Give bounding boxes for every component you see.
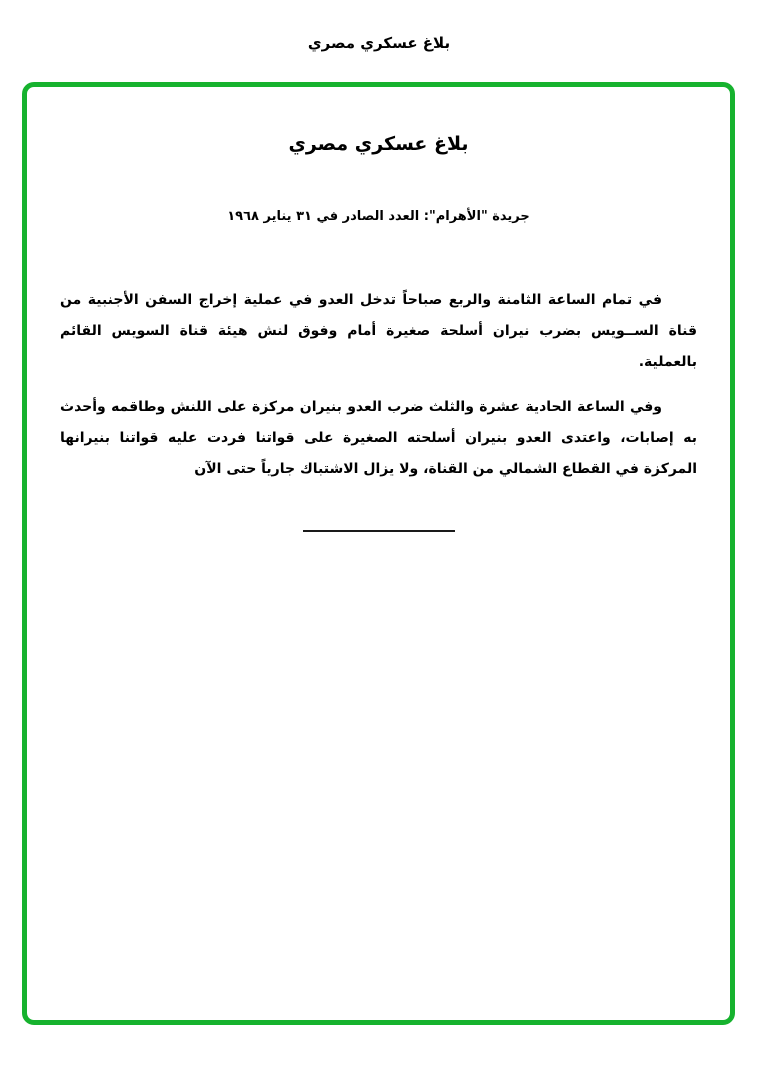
page-header-title: بلاغ عسكري مصري	[307, 34, 451, 52]
end-divider	[303, 530, 455, 532]
body-paragraph: وفي الساعة الحادية عشرة والثلث ضرب العدو بنيران مركزة على اللنش وطاقمه وأحدث به إصابات، واعتدى العدو بنيران أسلحته الصغيرة على قواتنا فردت عليه قواتنا بنيرانها المركزة في القطاع الشمالي من القناة، ولا يزال الاشتباك جارياً حتى الآن	[60, 399, 697, 477]
source-citation: جريدة "الأهرام": العدد الصادر في ٣١ يناير ١٩٦٨	[227, 209, 530, 224]
document-frame	[22, 82, 735, 1025]
document-body	[60, 285, 697, 499]
document-title: بلاغ عسكري مصري	[288, 133, 469, 155]
body-paragraph: في تمام الساعة الثامنة والربع صباحاً تدخل العدو في عملية إخراج السفن الأجنبية من قناة الســويس بضرب نيران أسلحة صغيرة أمام وفوق لنش هيئة قناة السويس القائم بالعملية.	[60, 292, 697, 370]
